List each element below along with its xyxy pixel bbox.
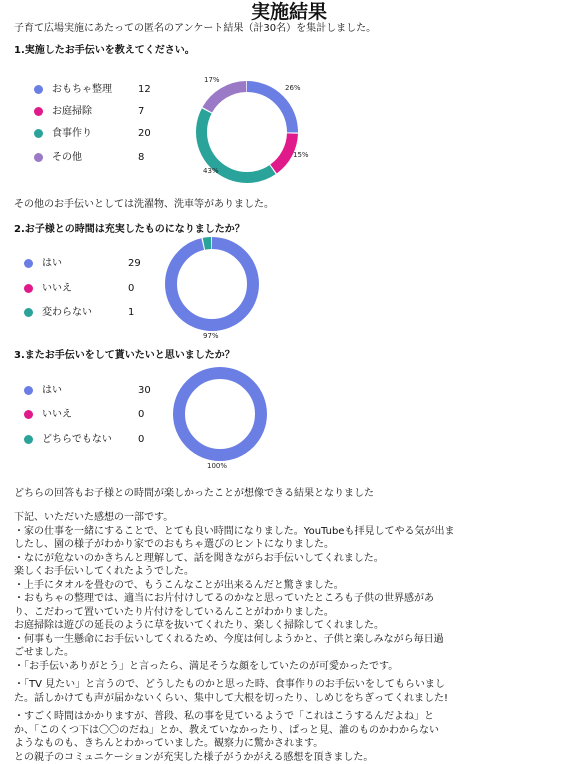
comment-line: ・上手にタオルを畳むので、もうこんなことが出来るんだと驚きました。	[14, 579, 529, 593]
legend-item: どちらでもない 0	[24, 433, 154, 447]
legend-dot	[34, 129, 43, 138]
legend-dot	[34, 85, 43, 94]
intro-text: 子育て広場実施にあたっての匿名のアンケート結果（計30名）を集計しました。	[14, 22, 376, 36]
donut-chart-3	[172, 366, 268, 462]
legend-dot	[24, 308, 33, 317]
slice-label: 43%	[203, 167, 219, 175]
legend-item: おもちゃ整理 12	[34, 83, 164, 97]
slice-label: 26%	[285, 84, 301, 92]
legend-dot	[34, 107, 43, 116]
summary-text: どちらの回答もお子様との時間が楽しかったことが想像できる結果となりました	[14, 487, 374, 501]
legend-dot	[24, 410, 33, 419]
legend-dot	[24, 386, 33, 395]
comment-line: 楽しくお手伝いしてくれたようでした。	[14, 565, 529, 579]
comment-line: た。話しかけても声が届かないくらい、集中して大根を切ったり、しめじをちぎってくれました!	[14, 692, 529, 706]
legend-item: いいえ 0	[24, 282, 154, 296]
legend-item: いいえ 0	[24, 408, 154, 422]
legend-dot	[34, 153, 43, 162]
question-2: 2.お子様との時間は充実したものになりましたか？	[14, 223, 245, 237]
comment-line: との親子のコミュニケーションが充実した様子がうかがえる感想を頂きました。	[14, 751, 529, 764]
comment-line: ・おもちゃの整理では、適当にお片付けしてるのかなと思っていたところも子供の世界感があ	[14, 592, 529, 606]
legend-dot	[24, 284, 33, 293]
comment-line: ・すごく時間はかかりますが、普段、私の事を見ているようで「これはこうするんだよね」と	[14, 710, 529, 724]
legend-item: その他 8	[34, 151, 164, 165]
slice-label: 15%	[293, 151, 309, 159]
legend-dot	[24, 259, 33, 268]
comment-line: り、こだわって置いていたり片付けをしているんことがわかりました。	[14, 606, 529, 620]
comment-line: ごせました。	[14, 646, 529, 660]
comment-line: ・「TV 見たい」と言うので、どうしたものかと思った時、食事作りのお手伝いをしてもらいまし	[14, 678, 529, 692]
comment-line: ・家の仕事を一緒にすることで、とても良い時間になりました。YouTubeも拝見してやる気が出ま	[14, 525, 529, 539]
comment-line: ようなものも、きちんとわかっていました。観察力に驚かされます。	[14, 737, 529, 751]
comments-block	[14, 511, 529, 764]
slice-label: 17%	[204, 76, 220, 84]
comment-line: ・「お手伝いありがとう」と言ったら、満足そうな顔をしていたのが可愛かったです。	[14, 660, 529, 674]
donut-slice	[179, 373, 261, 455]
slice-label: 100%	[207, 462, 227, 470]
legend-item: 変わらない 1	[24, 306, 154, 320]
legend-item: 食事作り 20	[34, 127, 164, 141]
page-title: 実施結果	[0, 0, 578, 24]
donut-slice	[171, 243, 253, 325]
comment-line: か、「このくつ下は〇〇のだね」とか、教えていなかったり、ぱっと見、誰のものかわからない	[14, 724, 529, 738]
comment-line: お庭掃除は遊びの延長のように草を抜いてくれたり、楽しく掃除してくれました。	[14, 619, 529, 633]
donut-chart-2	[164, 236, 260, 332]
comment-line: したし、園の様子がわかり家でのおもちゃ選びのヒントになりました。	[14, 538, 529, 552]
legend-item: お庭掃除 7	[34, 105, 164, 119]
comment-line: ・なにが危ないのかきちんと理解して、話を聞きながらお手伝いしてくれました。	[14, 552, 529, 566]
question-3: 3.またお手伝いをして貰いたいと思いましたか？	[14, 349, 235, 363]
question-1: 1.実施したお手伝いを教えてください。	[14, 44, 195, 58]
section1-note: その他のお手伝いとしては洗濯物、洗車等がありました。	[14, 198, 274, 212]
legend-item: はい 29	[24, 257, 154, 271]
legend-item: はい 30	[24, 384, 154, 398]
legend-dot	[24, 435, 33, 444]
comment-line: ・何事も一生懸命にお手伝いしてくれるため、今度は何しようかと、子供と楽しみながら毎日過	[14, 633, 529, 647]
comment-line: 下記、いただいた感想の一部です。	[14, 511, 529, 525]
slice-label: 97%	[203, 332, 219, 340]
